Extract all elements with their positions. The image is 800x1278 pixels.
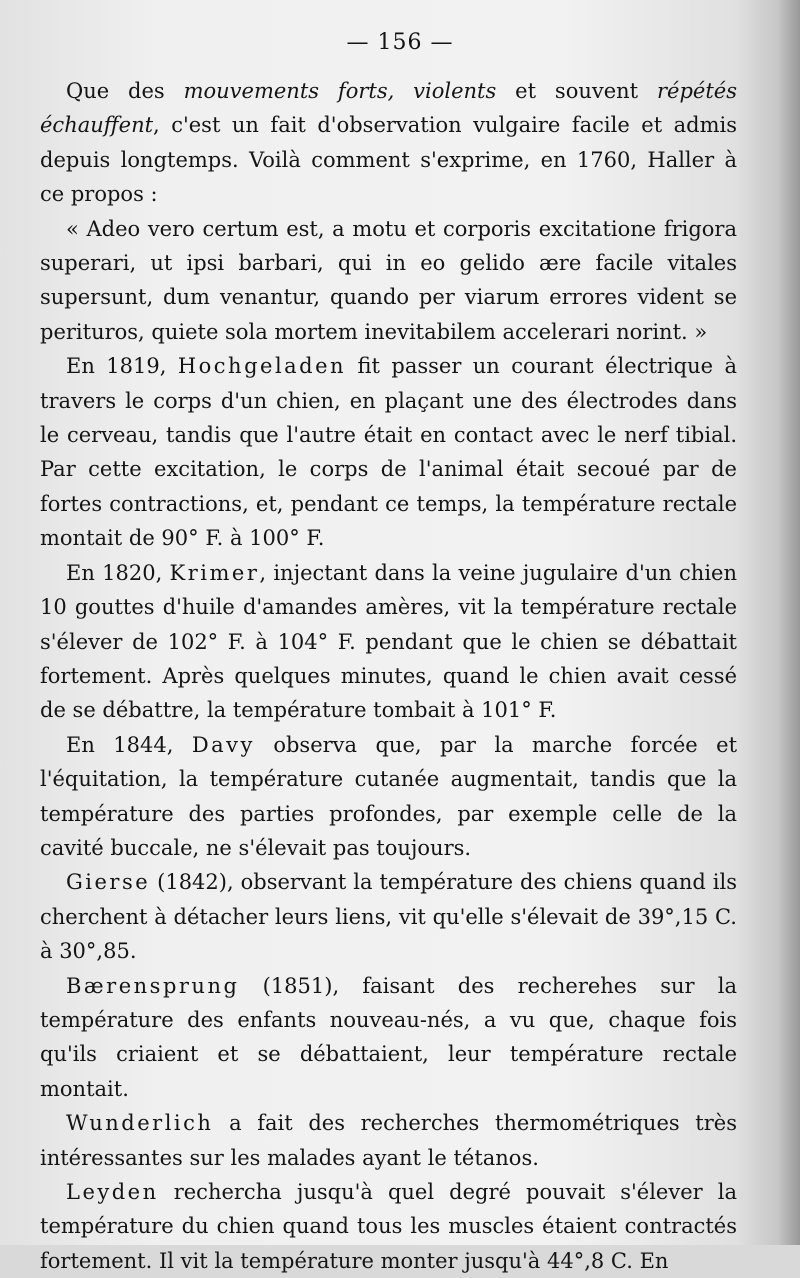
paragraph	[40, 728, 737, 866]
binding-shadow	[778, 0, 800, 1245]
author-name: Krimer	[169, 560, 260, 585]
emphasis-text: répétés échauffent	[40, 79, 737, 138]
text-run: « Adeo vero certum est, a motu et corporis excitatione frigora superari, ut ipsi barbari, qui in eo gelido ære facile vitales supersunt, dum venantur, quando per viarum errores vident se perituros, quiete sola mortem inevitabilem accelerari norint. »	[40, 216, 737, 344]
paragraph	[40, 556, 737, 728]
text-run: (1842), observant la température des chiens quand ils cherchent à détacher leurs liens, vit qu'elle s'élevait de 39°,15 C. à 30°,85.	[40, 870, 737, 964]
text-run: , injectant dans la veine jugulaire d'un chien 10 gouttes d'huile d'amandes amères, vit la température rectale s'élever de 102° F. à 104° F. pendant que le chien se débattait fortement. Après quelques minutes, quand le chien avait cessé de se débattre, la température tombait à 101° F.	[40, 560, 738, 723]
emphasis-text: mouvements forts, violents	[183, 79, 497, 103]
text-run: , c'est un fait d'observation vulgaire facile et admis depuis longtemps. Voilà comment s'exprime, en 1760, Haller à ce propos :	[40, 113, 737, 207]
paragraph	[40, 1175, 737, 1278]
body-text	[40, 74, 737, 1278]
author-name: Davy	[191, 732, 255, 757]
author-name: Leyden	[66, 1180, 159, 1204]
paragraph	[40, 74, 737, 212]
author-name: Hochgeladen	[177, 354, 347, 379]
author-name: Bærensprung	[66, 973, 240, 998]
text-run: (1851), faisant des recherehes sur la température des enfants nouveau-nés, a vu que, chaque fois qu'ils criaient et se débattaient, leur température rectale montait.	[40, 973, 737, 1101]
author-name: Wunderlich	[66, 1111, 214, 1136]
author-name: Gierse	[66, 870, 151, 895]
paragraph	[40, 349, 737, 555]
text-run: Que des	[66, 79, 184, 103]
text-run: observa que, par la marche forcée et l'équitation, la température cutanée augmentait, tandis que la température des parties profondes, par exemple celle de la cavité buccale, ne s'élevait pas toujours.	[40, 732, 738, 860]
text-run: fit passer un courant électrique à travers le corps d'un chien, en plaçant une des électrodes dans le cerveau, tandis que l'autre était en contact avec le nerf tibial. Par cette excitation, le corps de l'animal était secoué par de fortes contractions, et, pendant ce temps, la température rectale montait de 90° F. à 100° F.	[40, 354, 737, 551]
paragraph	[40, 212, 737, 350]
text-run: rechercha jusqu'à quel degré pouvait s'élever la température du chien quand tous les muscles étaient contractés fortement. Il vit la température monter jusqu'à 44°,8 C. En	[40, 1180, 737, 1273]
paragraph	[40, 865, 737, 968]
paragraph	[40, 969, 737, 1107]
paragraph	[40, 1106, 737, 1175]
text-run: et souvent	[496, 79, 658, 103]
page-number: — 156 —	[346, 30, 454, 55]
text-run: a fait des recherches thermométriques très intéressantes sur les malades ayant le tétanos.	[40, 1111, 737, 1170]
text-run: En 1820,	[66, 560, 170, 585]
text-run: En 1819,	[66, 354, 178, 379]
text-run: En 1844,	[66, 732, 192, 757]
